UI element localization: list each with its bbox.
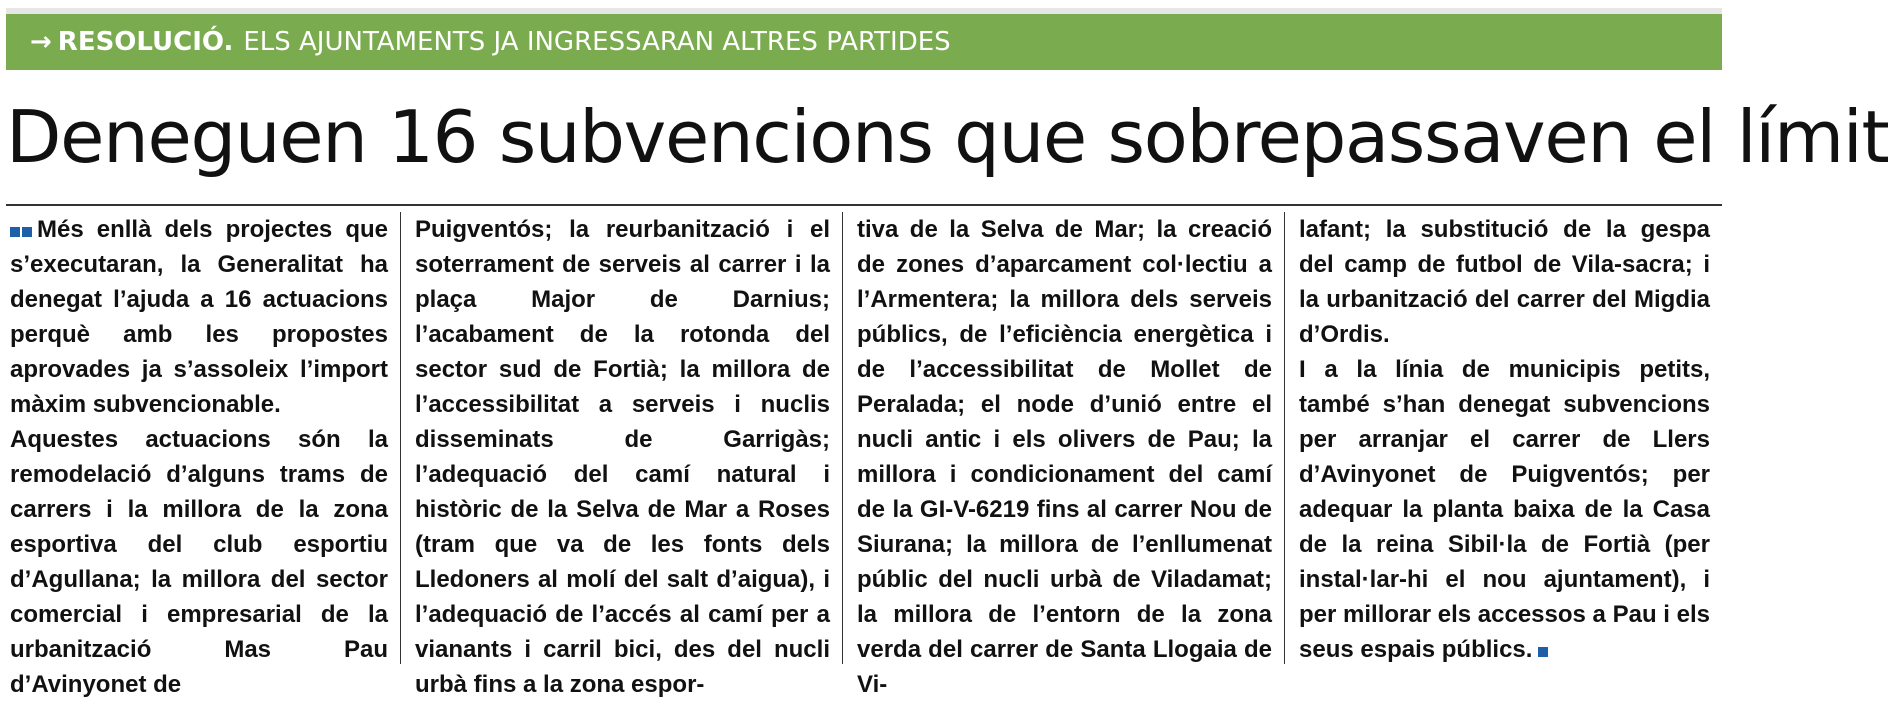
lead-marker-icon [10, 216, 34, 243]
article-columns [6, 212, 1722, 698]
end-marker-icon [1538, 647, 1548, 657]
paragraph-text: I a la línia de municipis petits, també s’han denegat subvencions per arranjar el carrer de Llers d’Avinyonet de Puigventós; per adequar la planta baixa de la Casa de la reina Sibil·la de Fortià (per instal·lar-hi el nou ajuntament), i per millorar els accessos a Pau i els seus espais públics. [1299, 356, 1710, 663]
column-top-rule [6, 204, 1722, 206]
paragraph: lafant; la substitució de la gespa del camp de futbol de Vila-sacra; i la urbanització del carrer del Migdia d’Ordis. [1299, 216, 1710, 348]
paragraph: Puigventós; la reurbanització i el soterrament de serveis al carrer i la plaça Major de Darnius; l’acabament de la rotonda del sector sud de Fortià; la millora de l’accessibilitat a serveis i nuclis disseminats de Garrigàs; l’adequació del camí natural i històric de la Selva de Mar a Roses (tram que va de les fonts dels Lledoners al molí del salt d’aigua), i l’adequació de l’accés al camí per a vianants i carril bici, des del nucli urbà fins a la zona espor- [415, 216, 830, 698]
article-column-1 [6, 212, 400, 698]
banner-text: ELS AJUNTAMENTS JA INGRESSARAN ALTRES PARTIDES [243, 27, 951, 57]
paragraph-text: Més enllà dels projectes que s’executaran, la Generalitat ha denegat l’ajuda a 16 actuacions perquè amb les propostes aprovades ja s’assoleix l’import màxim subvencionable. [10, 216, 388, 418]
paragraph [1299, 352, 1710, 667]
paragraph: Aquestes actuacions són la remodelació d’alguns trams de carrers i la millora de la zona esportiva del club esportiu d’Agullana; la millora del sector comercial i empresarial de la urbanització Mas Pau d’Avinyonet de [10, 426, 388, 698]
section-banner [6, 14, 1722, 70]
paragraph: tiva de la Selva de Mar; la creació de zones d’aparcament col·lectiu a l’Armentera; la millora dels serveis públics, de l’eficiència energètica i de l’accessibilitat de Mollet de Peralada; el node d’unió entre el nucli antic i els olivers de Pau; la millora i condicionament del camí de la GI-V-6219 fins al carrer Nou de Siurana; la millora de l’enllumenat públic del nucli urbà de Viladamat; la millora de l’entorn de la zona verda del carrer de Santa Llogaia de Vi- [857, 216, 1272, 698]
banner-kicker: RESOLUCIÓ. [57, 27, 234, 57]
article-column-4 [1284, 212, 1722, 664]
paragraph [10, 212, 388, 422]
article-column-3 [842, 212, 1284, 698]
arrow-right-icon: → [30, 27, 52, 57]
article-column-2 [400, 212, 842, 698]
headline: Deneguen 16 subvencions que sobrepassaven el límit [6, 95, 1888, 179]
